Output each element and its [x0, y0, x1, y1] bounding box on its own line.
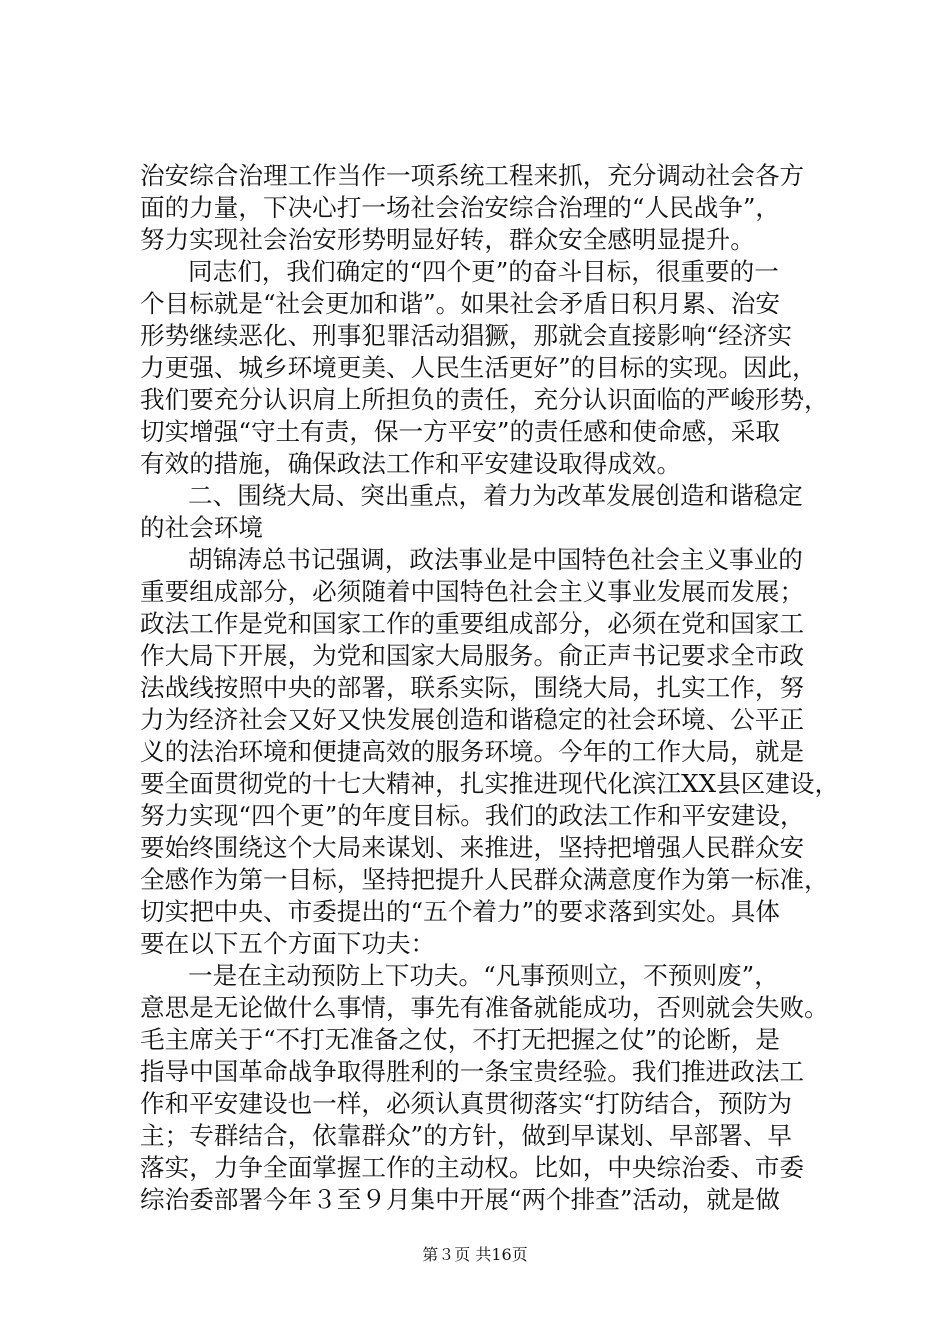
text-line: 全感作为第一目标，坚持把提升人民群众满意度作为第一标准，	[140, 865, 829, 894]
text-line: 形势继续恶化、刑事犯罪活动猖獗，那就会直接影响“经济实	[140, 321, 793, 350]
paragraph-start-line: 一是在主动预防上下功夫。“凡事预则立，不预则废”，	[188, 961, 779, 990]
text-line: 重要组成部分，必须随着中国特色社会主义事业发展而发展；	[140, 577, 805, 606]
text-line: 有效的措施，确保政法工作和平安建设取得成效。	[140, 449, 682, 478]
text-line: 努力实现“四个更”的年度目标。我们的政法工作和平安建设，	[140, 801, 805, 830]
text-line: 治安综合治理工作当作一项系统工程来抓，充分调动社会各方	[140, 161, 805, 190]
text-line: 综治委部署今年３至９月集中开展“两个排查”活动，就是做	[140, 1185, 780, 1214]
text-line: 作和平安建设也一样，必须认真贯彻落实“打防结合，预防为	[140, 1089, 793, 1118]
text-line: 政法工作是党和国家工作的重要组成部分，必须在党和国家工	[140, 609, 805, 638]
text-line: 指导中国革命战争取得胜利的一条宝贵经验。我们推进政法工	[140, 1057, 805, 1086]
text-line: 力为经济社会又好又快发展创造和谐稳定的社会环境、公平正	[140, 705, 805, 734]
text-line: 毛主席关于“不打无准备之仗，不打无把握之仗”的论断，是	[140, 1025, 780, 1054]
paragraph-start-line: 胡锦涛总书记强调，政法事业是中国特色社会主义事业的	[188, 545, 803, 574]
text-line: 个目标就是“社会更加和谐”。如果社会矛盾日积月累、治安	[140, 289, 780, 318]
text-line: 努力实现社会治安形势明显好转，群众安全感明显提升。	[140, 225, 755, 254]
text-line: 要全面贯彻党的十七大精神，扎实推进现代化滨江XX县区建设，	[140, 769, 840, 798]
text-line: 法战线按照中央的部署，联系实际，围绕大局，扎实工作，努	[140, 673, 805, 702]
paragraph-start-line: 同志们，我们确定的“四个更”的奋斗目标，很重要的一	[188, 257, 779, 286]
text-line: 要在以下五个方面下功夫：	[140, 929, 436, 958]
text-line: 要始终围绕这个大局来谋划、来推进，坚持把增强人民群众安	[140, 833, 805, 862]
text-line: 意思是无论做什么事情，事先有准备就能成功，否则就会失败。	[140, 993, 829, 1022]
section-heading-line: 的社会环境	[140, 513, 263, 542]
text-line: 力更强、城乡环境更美、人民生活更好”的目标的实现。因此，	[140, 353, 817, 382]
text-line: 作大局下开展，为党和国家大局服务。俞正声书记要求全市政	[140, 641, 805, 670]
text-line: 切实增强“守土有责，保一方平安”的责任感和使命感，采取	[140, 417, 780, 446]
text-line: 我们要充分认识肩上所担负的责任，充分认识面临的严峻形势，	[140, 385, 829, 414]
text-line: 切实把中央、市委提出的“五个着力”的要求落到实处。具体	[140, 897, 780, 926]
text-line: 落实，力争全面掌握工作的主动权。比如，中央综治委、市委	[140, 1153, 805, 1182]
section-heading-line: 二、围绕大局、突出重点，着力为改革发展创造和谐稳定	[188, 481, 803, 510]
page-number-footer: 第３页 共16页	[422, 1245, 528, 1264]
text-line: 主；专群结合，依靠群众”的方针，做到早谋划、早部署、早	[140, 1121, 793, 1150]
text-line: 面的力量，下决心打一场社会治安综合治理的“人民战争”，	[140, 193, 780, 222]
text-line: 义的法治环境和便捷高效的服务环境。今年的工作大局，就是	[140, 737, 805, 766]
